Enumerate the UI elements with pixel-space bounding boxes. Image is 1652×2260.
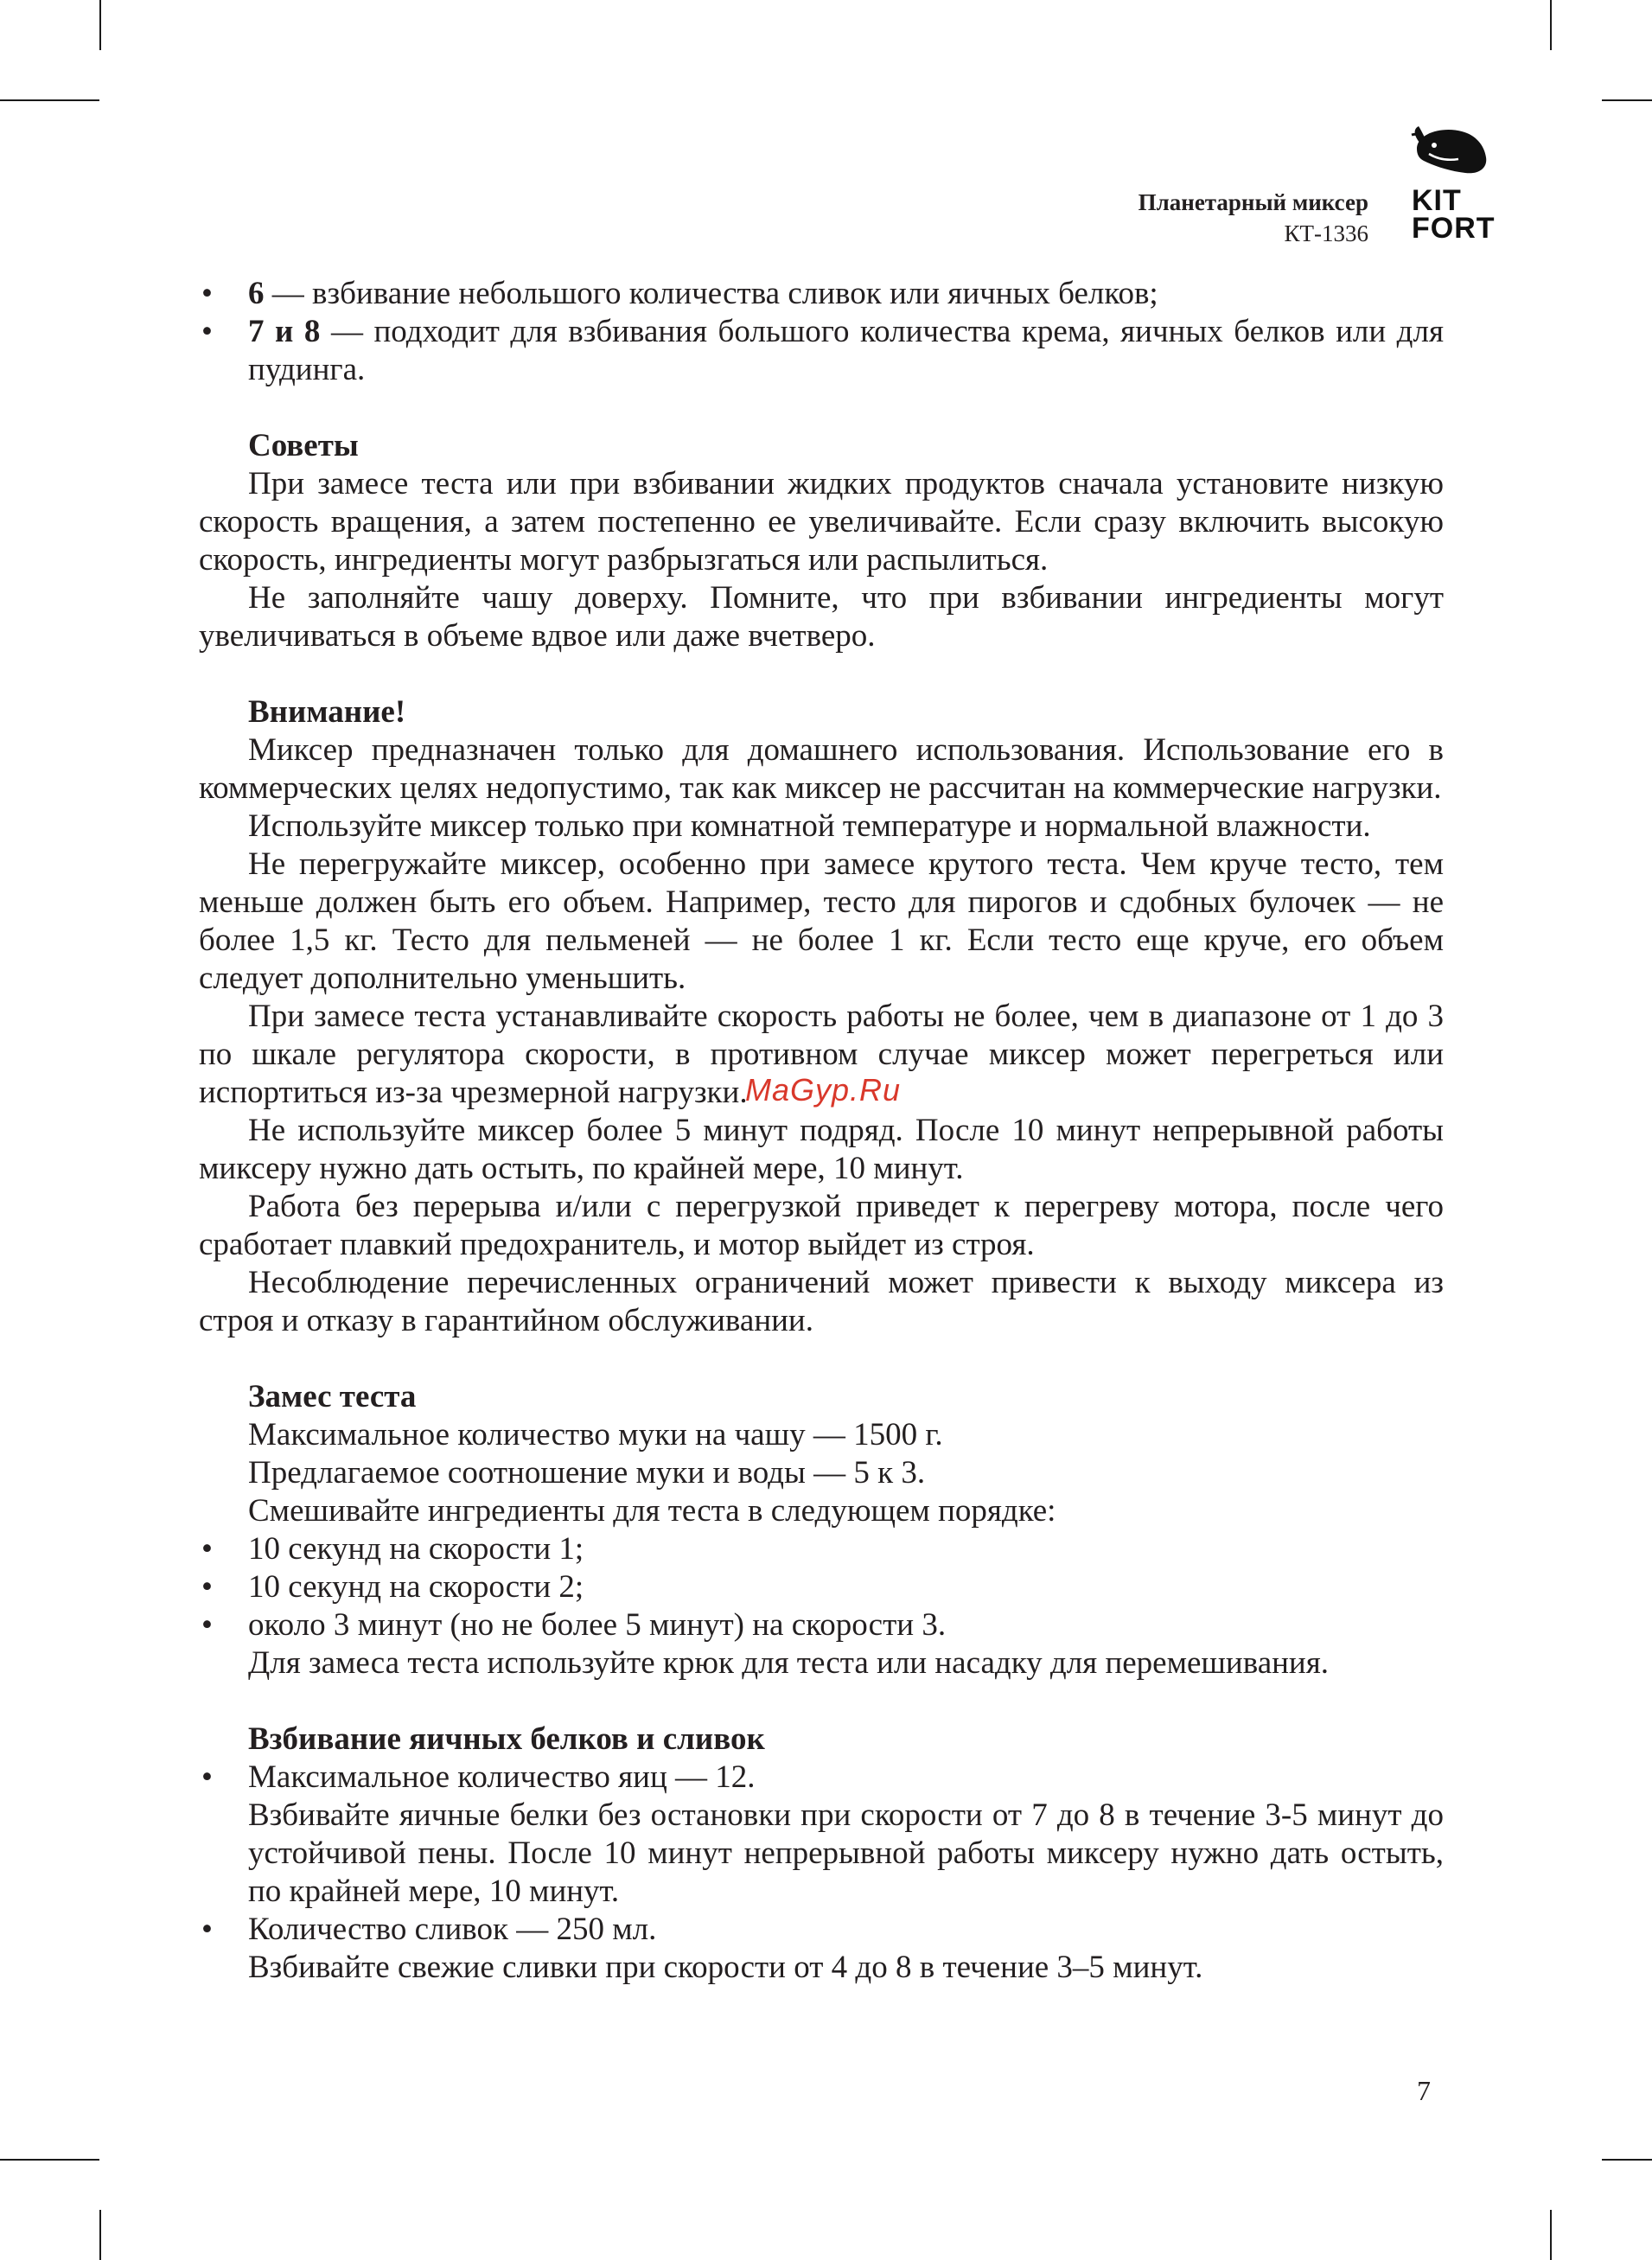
paragraph: При замесе теста устанавливайте скорость работы не более, чем в диапазоне от 1 до 3 по шкале регулятора скорости, в противном случае миксер может перегреться или испортиться из-за чрезмерной нагрузки. [199,999,1444,1110]
paragraph: Не перегружайте миксер, особенно при замесе крутого теста. Чем круче тесто, тем меньше должен быть его объем. Например, тесто для пирогов и сдобных булочек — не более 1,5 кг. Тесто для пельменей — не более 1 кг. Если тесто еще круче, его объем следует дополнительно уменьшить. [199,846,1444,996]
paragraph: Работа без перерыва и/или с перегрузкой приведет к перегреву мотора, после чего сработает плавкий предохранитель, и мотор выйдет из строя. [199,1189,1444,1262]
list-item-text: Количество сливок — 250 мл. [248,1912,657,1947]
section-heading-dough: Замес теста [248,1379,417,1414]
whale-icon [1408,123,1491,178]
crop-mark [99,0,101,50]
bullet: • [201,1531,213,1567]
paragraph: Максимальное количество муки на чашу — 1500 г. [248,1417,943,1452]
list-item [199,1759,1444,1797]
crop-mark [1602,99,1652,101]
logo-text-kit: KIT [1412,184,1462,217]
list-item [199,1911,1444,1949]
paragraph: При замесе теста или при взбивании жидких продуктов сначала установите низкую скорость вращения, а затем постепенно ее увеличивайте. Если сразу включить высокую скорость, ингредиенты могут разбрызгаться или распылиться. [199,466,1444,578]
list-item [199,1568,1444,1606]
crop-mark [0,99,99,101]
list-item [199,1530,1444,1568]
logo-wordmark [1412,184,1496,245]
crop-mark [1550,2210,1552,2260]
paragraph: Взбивайте яичные белки без остановки при скорости от 7 до 8 в течение 3-5 минут до устойчивой пены. После 10 минут непрерывной работы миксеру нужно дать остыть, по крайней мере, 10 минут. [248,1797,1444,1909]
paragraph: Предлагаемое соотношение муки и воды — 5 к 3. [248,1455,926,1491]
paragraph: Смешивайте ингредиенты для теста в следующем порядке: [248,1493,1056,1529]
paragraph: Миксер предназначен только для домашнего использования. Использование его в коммерческих целях недопустимо, так как миксер не рассчитан на коммерческие нагрузки. [199,732,1444,806]
section-heading-whipping: Взбивание яичных белков и сливок [248,1721,765,1757]
bullet: • [201,1607,213,1643]
kitfort-logo [1389,123,1510,246]
bullet: • [201,314,213,349]
speed-number: 7 и 8 [248,314,321,349]
crop-mark [1550,0,1552,50]
section-heading-tips: Советы [248,428,359,463]
product-title: Планетарный миксер [1138,189,1368,215]
list-item-text: около 3 минут (но не более 5 минут) на скорости 3. [248,1607,947,1643]
list-item [199,313,1444,389]
watermark: MaGyp.Ru [745,1072,902,1108]
paragraph: Несоблюдение перечисленных ограничений может привести к выходу миксера из строя и отказу в гарантийном обслуживании. [199,1265,1444,1338]
paragraph: Для замеса теста используйте крюк для теста или насадку для перемешивания. [248,1645,1329,1681]
list-item [199,1606,1444,1644]
list-item-text: 10 секунд на скорости 2; [248,1569,584,1605]
speed-description: — подходит для взбивания большого количества крема, яичных белков или для пудинга. [248,314,1444,387]
section-heading-warning: Внимание! [248,694,406,730]
page-header [1139,123,1510,249]
bullet: • [201,1912,213,1947]
list-item-text: 10 секунд на скорости 1; [248,1531,584,1567]
bullet: • [201,1569,213,1605]
list-item [199,275,1444,313]
list-item-text: Максимальное количество яиц — 12. [248,1759,756,1795]
logo-text-fort: FORT [1412,212,1496,245]
bullet: • [201,1759,213,1795]
page-number: 7 [1417,2075,1431,2106]
product-model: КТ-1336 [1284,220,1368,246]
paragraph: Не используйте миксер более 5 минут подряд. После 10 минут непрерывной работы миксеру нужно дать остыть, по крайней мере, 10 минут. [199,1113,1444,1186]
paragraph: Используйте миксер только при комнатной температуре и нормальной влажности. [248,808,1371,844]
page-content [199,275,1444,1987]
crop-mark [99,2210,101,2260]
header-text [1139,187,1368,249]
speed-number: 6 [248,276,265,311]
paragraph: Взбивайте свежие сливки при скорости от 4 до 8 в течение 3–5 минут. [248,1950,1203,1985]
speed-description: — взбивание небольшого количества сливок или яичных белков; [264,276,1158,311]
bullet: • [201,276,213,311]
crop-mark [1602,2159,1652,2161]
paragraph: Не заполняйте чашу доверху. Помните, что при взбивании ингредиенты могут увеличиваться в объеме вдвое или даже вчетверо. [199,580,1444,654]
crop-mark [0,2159,99,2161]
